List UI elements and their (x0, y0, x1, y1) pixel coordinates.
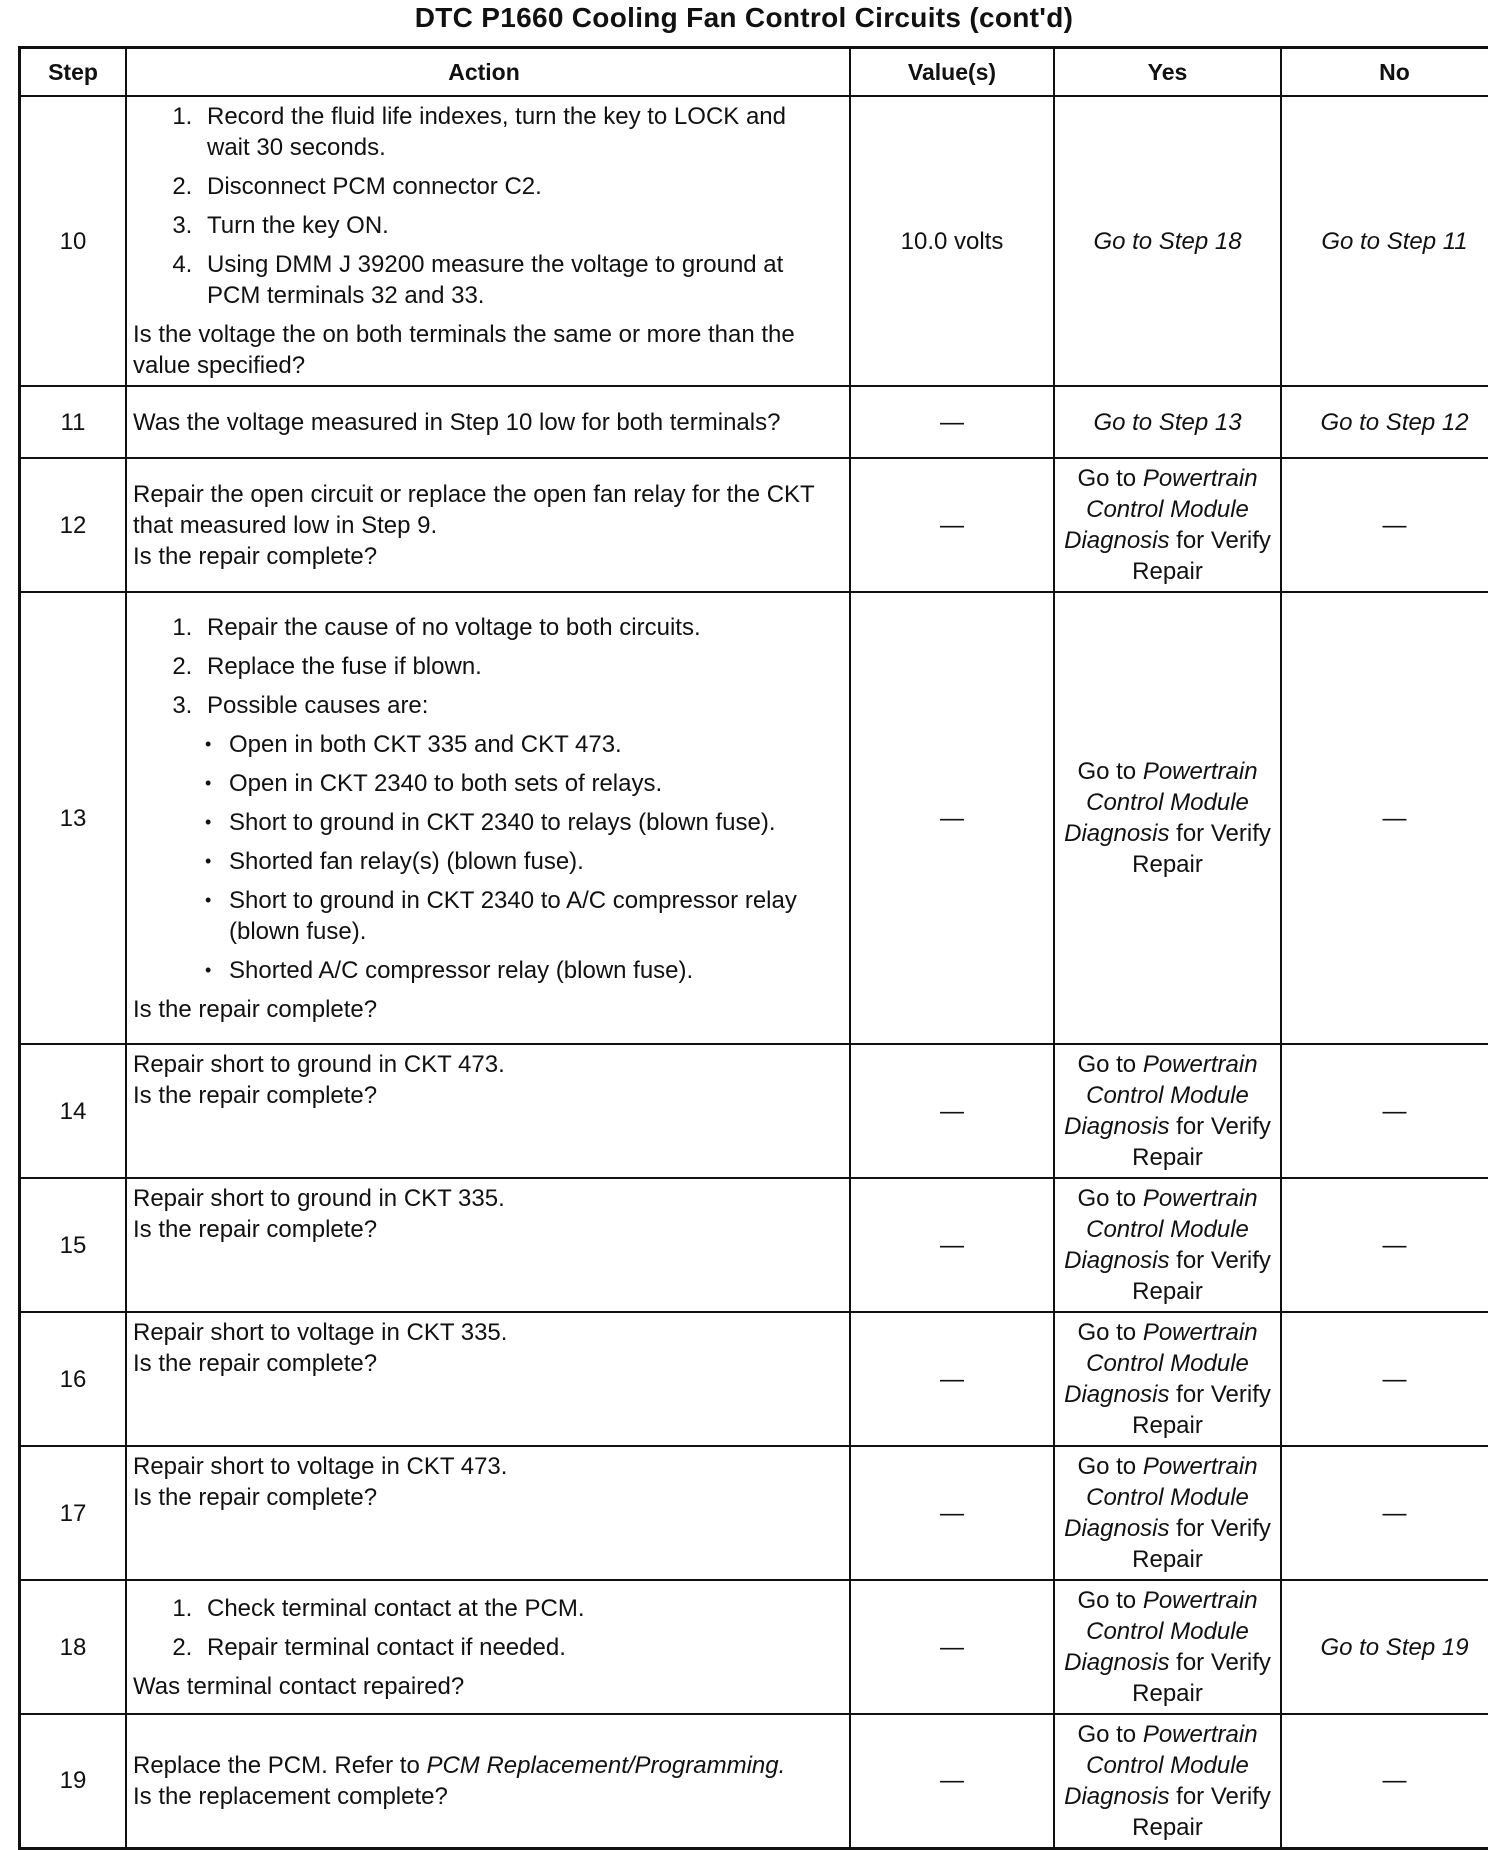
step-number: 18 (20, 1580, 127, 1714)
goto-text: Go to (1077, 1051, 1142, 1078)
value-cell: — (850, 458, 1054, 592)
table-row (20, 1446, 1488, 1580)
table-row (20, 96, 1488, 386)
action-question: Is the replacement complete? (133, 1781, 835, 1812)
table-row (20, 1178, 1488, 1312)
list-item: 3. Possible causes are: (199, 690, 835, 721)
no-cell: — (1281, 592, 1488, 1044)
step-number: 15 (20, 1178, 127, 1312)
action-text: Repair short to voltage in CKT 473. (133, 1451, 835, 1482)
header-action: Action (126, 48, 850, 97)
table-row (20, 1312, 1488, 1446)
step-number: 14 (20, 1044, 127, 1178)
reference-title: Powertrain Control Module Diagnosis (1064, 1185, 1257, 1274)
action-text: Repair short to voltage in CKT 335. (133, 1317, 835, 1348)
goto-text: Go to (1077, 1721, 1142, 1748)
no-cell: Go to Step 11 (1281, 96, 1488, 386)
header-no: No (1281, 48, 1488, 97)
value-cell: 10.0 volts (850, 96, 1054, 386)
reference-title: Powertrain Control Module Diagnosis (1064, 758, 1257, 847)
diagnostic-table (18, 46, 1488, 1850)
value-cell: — (850, 592, 1054, 1044)
list-item: • Short to ground in CKT 2340 to relays (blown fuse). (229, 807, 835, 838)
list-item: 2. Replace the fuse if blown. (199, 651, 835, 682)
action-cell (126, 1178, 850, 1312)
yes-cell (1054, 1714, 1281, 1848)
yes-cell (1054, 1044, 1281, 1178)
list-item: 1. Record the fluid life indexes, turn the key to LOCK and wait 30 seconds. (199, 101, 835, 163)
action-text (133, 1750, 835, 1781)
action-question: Is the repair complete? (133, 541, 835, 572)
action-text: Repair the open circuit or replace the open fan relay for the CKT that measured low in Step 9. (133, 479, 835, 541)
step-number: 16 (20, 1312, 127, 1446)
goto-text: Go to (1077, 1319, 1142, 1346)
list-item: 1. Repair the cause of no voltage to both circuits. (199, 612, 835, 643)
action-question: Is the repair complete? (133, 1080, 835, 1111)
table-row (20, 1714, 1488, 1848)
action-cell (126, 386, 850, 458)
table-row (20, 592, 1488, 1044)
for-text: for Verify Repair (1132, 820, 1271, 878)
yes-cell (1054, 458, 1281, 592)
action-steps-list (133, 1593, 835, 1663)
list-item: • Open in CKT 2340 to both sets of relays. (229, 768, 835, 799)
goto-text: Go to (1077, 1185, 1142, 1212)
list-item: • Open in both CKT 335 and CKT 473. (229, 729, 835, 760)
for-text: for Verify Repair (1132, 527, 1271, 585)
step-number: 19 (20, 1714, 127, 1848)
header-value: Value(s) (850, 48, 1054, 97)
step-number: 10 (20, 96, 127, 386)
action-question: Is the repair complete? (133, 1482, 835, 1513)
reference-title: Powertrain Control Module Diagnosis (1064, 1051, 1257, 1140)
no-cell: — (1281, 1044, 1488, 1178)
table-row (20, 458, 1488, 592)
possible-causes-list (133, 729, 835, 986)
yes-cell: Go to Step 18 (1054, 96, 1281, 386)
goto-text: Go to (1077, 1453, 1142, 1480)
reference-title: Powertrain Control Module Diagnosis (1064, 1319, 1257, 1408)
value-cell: — (850, 386, 1054, 458)
for-text: for Verify Repair (1132, 1783, 1271, 1841)
for-text: for Verify Repair (1132, 1247, 1271, 1305)
action-question: Is the repair complete? (133, 1348, 835, 1379)
list-item: 2. Disconnect PCM connector C2. (199, 171, 835, 202)
no-cell: — (1281, 1178, 1488, 1312)
value-cell: — (850, 1446, 1054, 1580)
list-item: 3. Turn the key ON. (199, 210, 835, 241)
action-steps-list (133, 101, 835, 311)
step-number: 11 (20, 386, 127, 458)
list-item: • Shorted fan relay(s) (blown fuse). (229, 846, 835, 877)
reference-title: PCM Replacement/Programming. (426, 1752, 785, 1779)
value-cell: — (850, 1044, 1054, 1178)
no-cell: — (1281, 1312, 1488, 1446)
reference-title: Powertrain Control Module Diagnosis (1064, 1587, 1257, 1676)
table-row (20, 1580, 1488, 1714)
step-number: 17 (20, 1446, 127, 1580)
value-cell: — (850, 1580, 1054, 1714)
no-cell: Go to Step 12 (1281, 386, 1488, 458)
reference-title: Powertrain Control Module Diagnosis (1064, 1721, 1257, 1810)
step-number: 13 (20, 592, 127, 1044)
value-cell: — (850, 1312, 1054, 1446)
action-cell (126, 592, 850, 1044)
yes-cell: Go to Step 13 (1054, 386, 1281, 458)
value-cell: — (850, 1714, 1054, 1848)
goto-text: Go to (1077, 465, 1142, 492)
no-cell: — (1281, 458, 1488, 592)
yes-cell (1054, 1446, 1281, 1580)
action-question: Was the voltage measured in Step 10 low for both terminals? (133, 407, 835, 438)
yes-cell (1054, 1312, 1281, 1446)
yes-cell (1054, 1580, 1281, 1714)
action-question: Is the repair complete? (133, 994, 835, 1025)
action-cell (126, 1580, 850, 1714)
table-row (20, 386, 1488, 458)
reference-title: Powertrain Control Module Diagnosis (1064, 1453, 1257, 1542)
goto-text: Go to (1077, 758, 1142, 785)
list-item: 4. Using DMM J 39200 measure the voltage to ground at PCM terminals 32 and 33. (199, 249, 835, 311)
action-text: Repair short to ground in CKT 335. (133, 1183, 835, 1214)
list-item: 2. Repair terminal contact if needed. (199, 1632, 835, 1663)
no-cell: Go to Step 19 (1281, 1580, 1488, 1714)
action-cell (126, 1714, 850, 1848)
page-title: DTC P1660 Cooling Fan Control Circuits (cont'd) (0, 2, 1488, 34)
list-item: • Short to ground in CKT 2340 to A/C compressor relay (blown fuse). (229, 885, 835, 947)
action-question: Was terminal contact repaired? (133, 1671, 835, 1702)
no-cell: — (1281, 1714, 1488, 1848)
table-header-row (20, 48, 1488, 97)
action-question: Is the repair complete? (133, 1214, 835, 1245)
yes-cell (1054, 1178, 1281, 1312)
action-steps-list (133, 612, 835, 721)
action-cell (126, 96, 850, 386)
for-text: for Verify Repair (1132, 1649, 1271, 1707)
header-yes: Yes (1054, 48, 1281, 97)
table-row (20, 1044, 1488, 1178)
step-number: 12 (20, 458, 127, 592)
value-cell: — (850, 1178, 1054, 1312)
list-item: • Shorted A/C compressor relay (blown fuse). (229, 955, 835, 986)
action-question: Is the voltage the on both terminals the same or more than the value specified? (133, 319, 835, 381)
header-step: Step (20, 48, 127, 97)
for-text: for Verify Repair (1132, 1381, 1271, 1439)
reference-title: Powertrain Control Module Diagnosis (1064, 465, 1257, 554)
action-cell (126, 1446, 850, 1580)
list-item: 1. Check terminal contact at the PCM. (199, 1593, 835, 1624)
goto-text: Go to (1077, 1587, 1142, 1614)
no-cell: — (1281, 1446, 1488, 1580)
yes-cell (1054, 592, 1281, 1044)
action-text: Repair short to ground in CKT 473. (133, 1049, 835, 1080)
action-cell (126, 1044, 850, 1178)
for-text: for Verify Repair (1132, 1515, 1271, 1573)
action-cell (126, 1312, 850, 1446)
action-text-prefix: Replace the PCM. Refer to (133, 1752, 426, 1779)
action-cell (126, 458, 850, 592)
for-text: for Verify Repair (1132, 1113, 1271, 1171)
